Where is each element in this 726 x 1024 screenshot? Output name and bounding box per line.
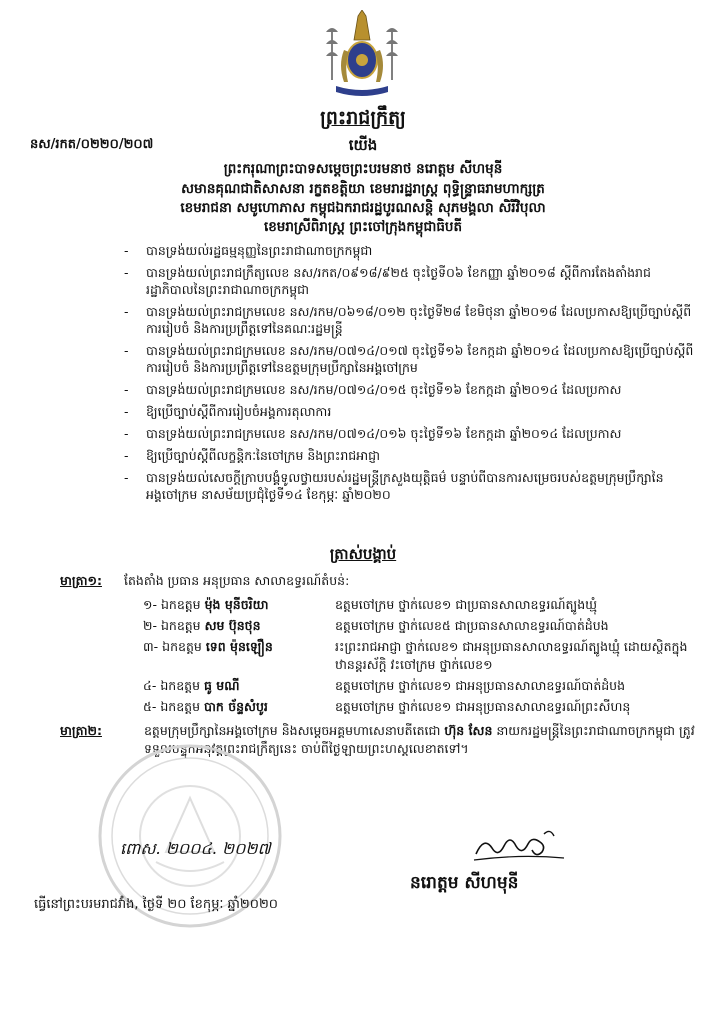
appointee-prefix: ៣- ឯកឧត្តម — [143, 639, 202, 654]
article-2-text-after: នាយករដ្ឋមន្ត្រីនៃព្រះរាជាណាចក្រកម្ពុជា ត្រូវទទួលបន្ទុកអនុវត្តព្រះរាជក្រឹត្យនេះ ចាប់ពីថ្ងៃឡាយព្រះហស្តលេខាតទៅ។ — [144, 723, 695, 756]
list-item: - បានទ្រង់យល់ព្រះរាជក្រមលេខ នស/រកម/០៧១៤/០១៧ ចុះថ្ងៃទី១៦ ខែកក្កដា ឆ្នាំ២០១៤ ដែលប្រកាសឱ្យប្រើច្បាប់ស្តីពីការរៀបចំ និងការប្រព្រឹត្តទៅនៃឧត្តមក្រុមប្រឹក្សានៃអង្គចៅក្រម — [124, 342, 694, 376]
list-item: - ឱ្យប្រើច្បាប់ស្តីពីលក្ខន្តិកៈនៃចៅក្រម និងព្រះរាជអាជ្ញា — [124, 447, 694, 464]
place-and-date: ធ្វើនៅព្រះបរមរាជវាំង, ថ្ងៃទី ២០ ខែកុម្ភៈ ឆ្នាំ២០២០ — [34, 897, 279, 912]
appointee-prefix: ១- ឯកឧត្តម — [143, 597, 201, 612]
king-title-line-2: សមានគុណជាតិសាសនា រក្ខតខត្តិយា ខេមរារដ្ឋរាស្ត្រ ពុទ្ធិន្ទ្រាធរាមហាក្សត្រ — [181, 181, 545, 197]
table-row — [143, 596, 703, 614]
stamp-date: ពោស. ២០០៤. ២០២៧ — [120, 839, 271, 858]
article-1-text: តែងតាំង ប្រធាន អនុប្រធាន សាលាឧទ្ធរណ៍តំបន់: — [123, 573, 350, 588]
article-1-label: មាត្រា១: — [60, 573, 102, 588]
appointee-role: ឧត្តមចៅក្រម ថ្នាក់លេខ១ ជាអនុប្រធានសាលាឧទ្ធរណ៍ព្រះសីហនុ — [335, 699, 631, 714]
appointee-role: រះព្រះរាជអាជ្ញា ថ្នាក់លេខ១ ជាអនុប្រធានសាលាឧទ្ធរណ៍ត្បូងឃ្មុំ ដោយស្ថិតក្នុងឋានន្តរស័ក្តិ វះចៅក្រម ថ្នាក់លេខ១ — [335, 639, 688, 672]
list-item: - បានទ្រង់យល់ព្រះរាជក្រមលេខ នស/រកម/០៧១៤/០១៦ ចុះថ្ងៃទី១៦ ខែកក្កដា ឆ្នាំ២០១៤ ដែលប្រកាស — [124, 425, 694, 442]
article-2-text-before: ឧត្តមក្រុមប្រឹក្សានៃអង្គចៅក្រម និងសម្តេចអគ្គមហាសេនាបតីតេជោ — [144, 723, 441, 738]
decree-reference-number: នស/រកត/០២២០/២០៧ — [30, 137, 154, 152]
appointee-role: ឧត្តមចៅក្រម ថ្នាក់លេខ៥ ជាប្រធានសាលាឧទ្ធរណ៍បាត់ដំបង — [335, 618, 609, 633]
king-title-line-1: ព្រះករុណាព្រះបាទសម្តេចព្រះបរមនាថ នរោត្តម សីហមុនី — [223, 161, 503, 177]
appointee-name: សម ប៊ុនថុន — [204, 618, 261, 633]
appointee-prefix: ៥- ឯកឧត្តម — [143, 699, 201, 714]
appointees-list — [143, 596, 703, 719]
table-row — [143, 638, 703, 674]
article-2-label: មាត្រា២: — [60, 723, 102, 738]
list-item: - បានទ្រង់យល់រដ្ឋធម្មនុញ្ញនៃព្រះរាជាណាចក្រកម្ពុជា — [124, 242, 694, 259]
appointee-prefix: ៤- ឯកឧត្តម — [143, 678, 201, 693]
king-title-line-3: ខេមរាជនា សមូហោភាស កម្ពុជឯករាជរដ្ឋបូរណសន្តិ សុភមង្គលា សិរីវិបុលា — [180, 200, 546, 216]
table-row — [143, 617, 703, 635]
article-1 — [60, 572, 700, 590]
table-row — [143, 698, 703, 716]
appointee-role: ឧត្តមចៅក្រម ថ្នាក់លេខ១ ជាអនុប្រធានសាលាឧទ្ធរណ៍បាត់ដំបង — [335, 678, 626, 693]
decides-heading: ត្រាស់បង្គាប់ — [329, 545, 397, 563]
considerations-list — [124, 242, 694, 508]
appointee-name: បាក ច័ន្ទសំបូរ — [204, 699, 268, 714]
table-row — [143, 677, 703, 695]
decree-title: ព្រះរាជក្រឹត្យ — [320, 107, 406, 129]
royal-signature-icon — [470, 824, 570, 864]
appointee-role: ឧត្តមចៅក្រម ថ្នាក់លេខ១ ជាប្រធានសាលាឧទ្ធរណ៍ត្បូងឃ្មុំ — [335, 597, 598, 612]
list-item: - បានទ្រង់យល់ព្រះរាជក្រមលេខ នស/រកម/០៧១៤/០១៥ ចុះថ្ងៃទី១៦ ខែកក្កដា ឆ្នាំ២០១៤ ដែលប្រកាស — [124, 381, 694, 398]
appointee-name: ម៉ុង មុនីចរិយា — [204, 597, 269, 612]
appointee-prefix: ២- ឯកឧត្តម — [143, 618, 201, 633]
king-title-line-4: ខេមរាស្រីពិរាស្ត្រ ព្រះចៅក្រុងកម្ពុជាធិបតី — [263, 219, 463, 235]
list-item: - ឱ្យប្រើច្បាប់ស្តីពីការរៀបចំអង្គការតុលាការ — [124, 403, 694, 420]
appointee-name: ទេព ម៉ុនឡឿន — [205, 639, 273, 654]
list-item: - បានទ្រង់យល់សេចក្តីក្រាបបង្គំទូលថ្វាយរបស់រដ្ឋមន្ត្រីក្រសួងយុត្តិធម៌ បន្ទាប់ពីបានការសម្រេចរបស់ឧត្តមក្រុមប្រឹក្សានៃអង្គចៅក្រម នាសម័យប្រជុំថ្ងៃទី១៤ ខែកុម្ភៈ ឆ្នាំ២០២០ — [124, 469, 694, 503]
list-item: - បានទ្រង់យល់ព្រះរាជក្រមលេខ នស/រកម/០៦១៨/០១២ ចុះថ្ងៃទី២៨ ខែមិថុនា ឆ្នាំ២០១៨ ដែលប្រកាសឱ្យប្រើច្បាប់ស្តីពីការរៀបចំ និងការប្រព្រឹត្តទៅនៃគណៈរដ្ឋមន្ត្រី — [124, 303, 694, 337]
royal-we: យើង — [348, 136, 378, 154]
royal-coat-of-arms-icon — [322, 10, 402, 102]
list-item: - បានទ្រង់យល់ព្រះរាជក្រឹត្យលេខ នស/រកត/០៩១៨/៩២៥ ចុះថ្ងៃទី០៦ ខែកញ្ញា ឆ្នាំ២០១៨ ស្តីពីការតែងតាំងរាជរដ្ឋាភិបាលនៃព្រះរាជាណាចក្រកម្ពុជា — [124, 264, 694, 298]
appointee-name: ធូ មណី — [204, 678, 240, 693]
signer-name: នរោត្តម សីហមុនី — [410, 873, 519, 893]
article-2-bold-name: ហ៊ុន សែន — [444, 723, 493, 738]
